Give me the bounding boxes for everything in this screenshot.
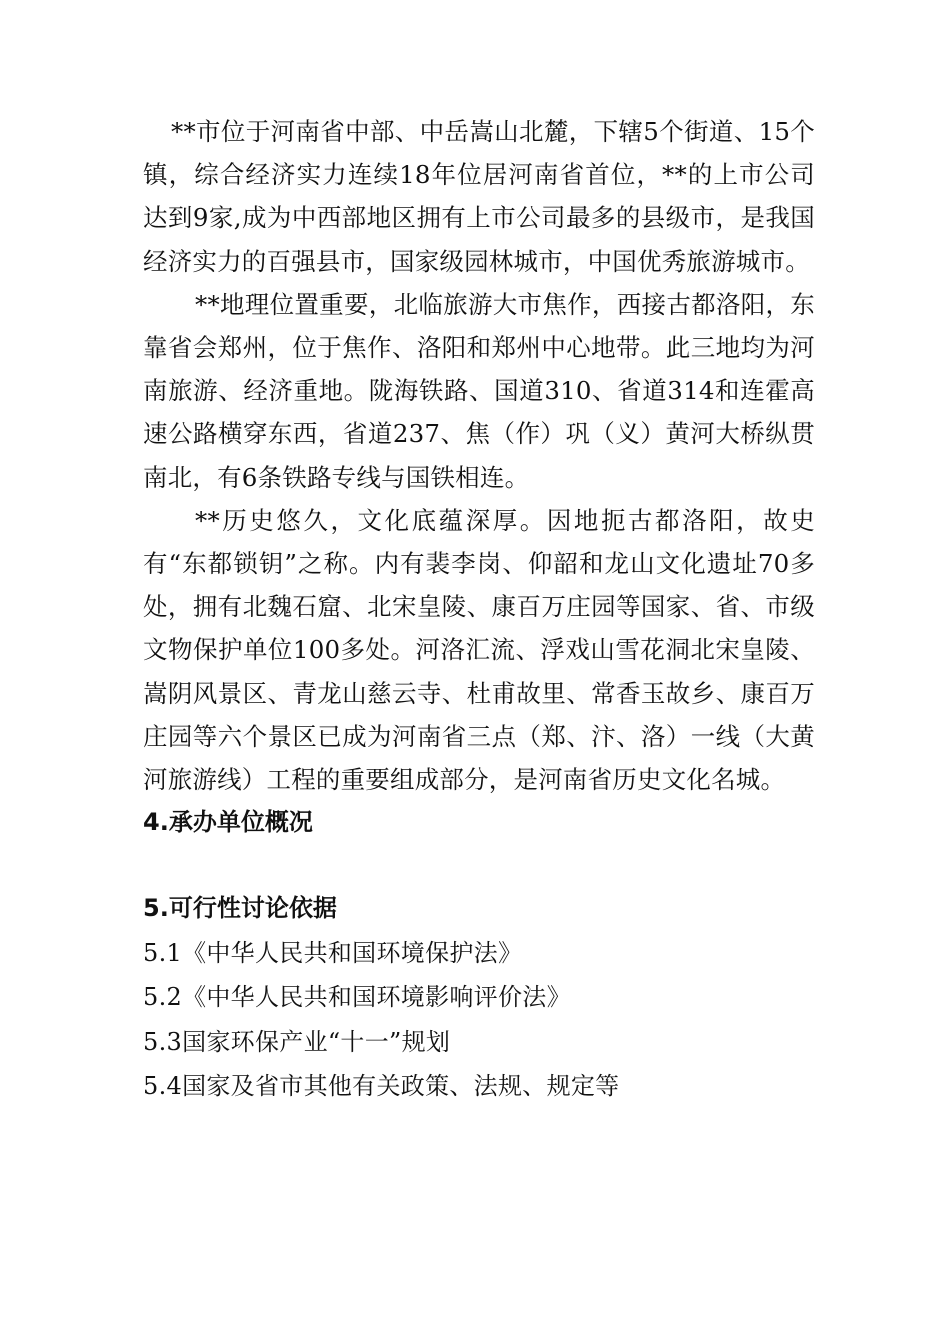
list-item: 5.1《中华人民共和国环境保护法》 (143, 938, 523, 967)
list-item: 5.2《中华人民共和国环境影响评价法》 (143, 983, 571, 1012)
list-item: 5.4国家及省市其他有关政策、法规、规定等 (143, 1072, 620, 1101)
paragraph-history: **历史悠久，文化底蕴深厚。因地扼古都洛阳，故史有“东都锁钥”之称。内有裴李岗、仰韶和龙山文化遗址70多处，拥有北魏石窟、北宋皇陵、康百万庄园等国家、省、市级文物保护单位100多处。河洛汇流、浮戏山雪花洞北宋皇陵、嵩阴风景区、青龙山慈云寺、杜甫故里、常香玉故乡、康百万庄园等六个景区已成为河南省三点（郑、汴、洛）一线（大黄河旅游线）工程的重要组成部分，是河南省历史文化名城。 (143, 505, 815, 795)
section-5-heading: 5.可行性讨论依据 (143, 894, 337, 923)
document-body (143, 110, 815, 1109)
list-item: 5.3国家环保产业“十一”规划 (143, 1027, 451, 1056)
section-4-heading: 4.承办单位概况 (143, 808, 313, 837)
paragraph-city-overview: **市位于河南省中部、中岳嵩山北麓，下辖5个街道、15个镇，综合经济实力连续18年位居河南省首位，**的上市公司达到9家,成为中西部地区拥有上市公司最多的县级市，是我国经济实力的百强县市，国家级园林城市，中国优秀旅游城市。 (143, 117, 815, 276)
paragraph-geography: **地理位置重要，北临旅游大市焦作，西接古都洛阳，东靠省会郑州，位于焦作、洛阳和郑州中心地带。此三地均为河南旅游、经济重地。陇海铁路、国道310、省道314和连霍高速公路横穿东西，省道237、焦（作）巩（义）黄河大桥纵贯南北，有6条铁路专线与国铁相连。 (143, 289, 815, 492)
section-5-list (143, 931, 815, 1109)
